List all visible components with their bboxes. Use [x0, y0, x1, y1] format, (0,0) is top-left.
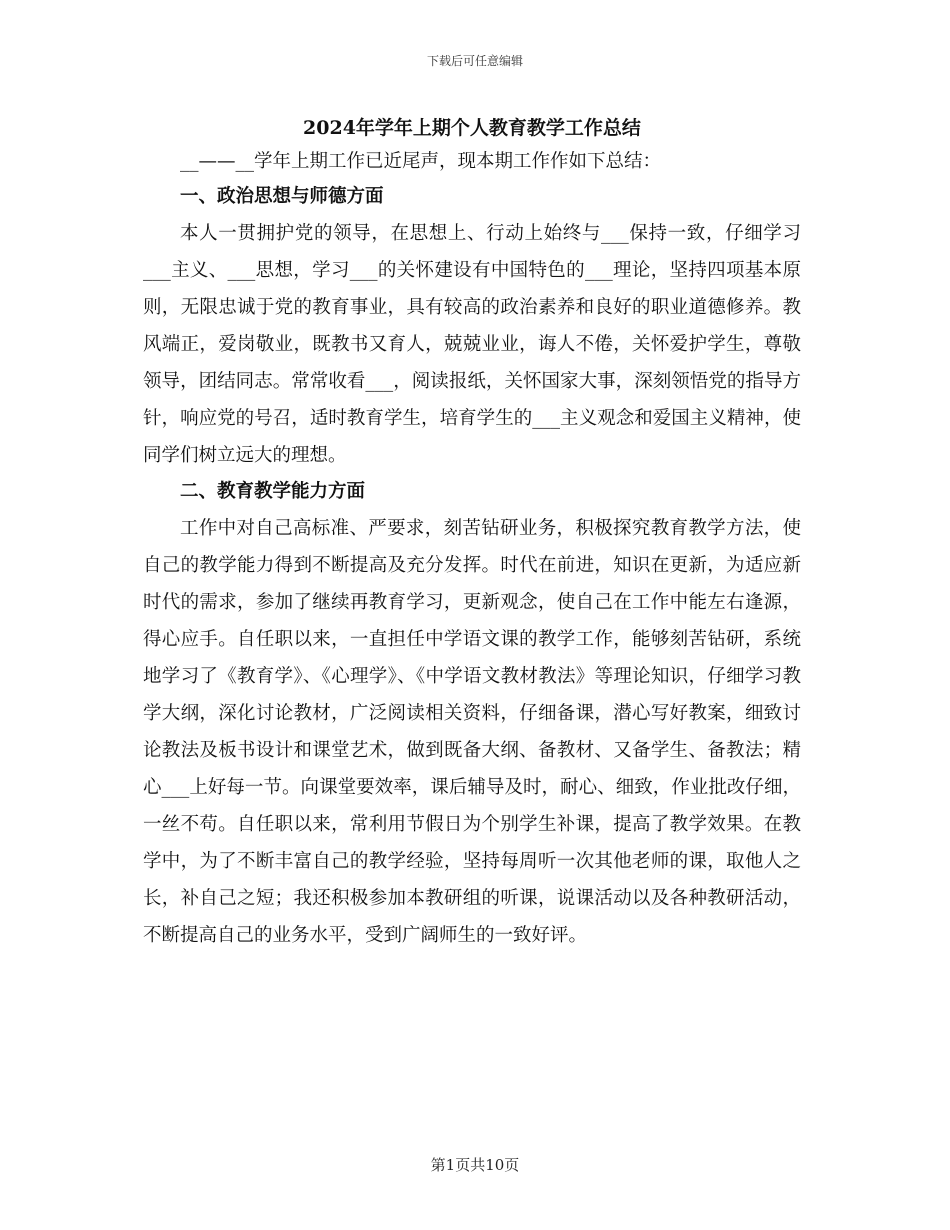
- document-title: 2024年学年上期个人教育教学工作总结: [303, 117, 641, 139]
- section-heading-politics: 一、政治思想与师德方面: [180, 186, 384, 207]
- section-body-politics: 本人一贯拥护党的领导，在思想上、行动上始终与___保持一致，仔细学习___主义、___思想，学习___的关怀建设有中国特色的___理论，坚持四项基本原则，无限忠诚于党的教育事业，具有较高的政治素养和良好的职业道德修养。教风端正，爱岗敬业，既教书又育人，兢兢业业，诲人不倦，关怀爱护学生，尊敬领导，团结同志。常常收看___，阅读报纸，关怀国家大事，深刻领悟党的指导方针，响应党的号召，适时教育学生，培育学生的___主义观念和爱国主义精神，使同学们树立远大的理想。: [143, 223, 801, 466]
- header-note: 下载后可任意编辑: [426, 54, 523, 68]
- section-body-teaching: 工作中对自己高标准、严要求，刻苦钻研业务，积极探究教育教学方法，使自己的教学能力得到不断提高及充分发挥。时代在前进，知识在更新，为适应新时代的需求，参加了继续再教育学习，更新观念，使自己在工作中能左右逢源，得心应手。自任职以来，一直担任中学语文课的教学工作，能够刻苦钻研，系统地学习了《教育学》、《心理学》、《中学语文教材教法》等理论知识，仔细学习教学大纲，深化讨论教材，广泛阅读相关资料，仔细备课，潜心写好教案，细致讨论教法及板书设计和课堂艺术，做到既备大纲、备教材、又备学生、备教法；精心___上好每一节。向课堂要效率，课后辅导及时，耐心、细致，作业批改仔细，一丝不苟。自任职以来，常利用节假日为个别学生补课，提高了教学效果。在教学中，为了不断丰富自己的教学经验，坚持每周听一次其他老师的课，取他人之长，补自己之短；我还积极参加本教研组的听课，说课活动以及各种教研活动，不断提高自己的业务水平，受到广阔师生的一致好评。: [143, 518, 801, 946]
- page-number: 第1页共10页: [430, 1156, 520, 1174]
- intro-paragraph: __——__学年上期工作已近尾声，现本期工作作如下总结：: [180, 151, 662, 172]
- document-content: [143, 111, 801, 954]
- section-heading-teaching: 二、教育教学能力方面: [180, 481, 366, 502]
